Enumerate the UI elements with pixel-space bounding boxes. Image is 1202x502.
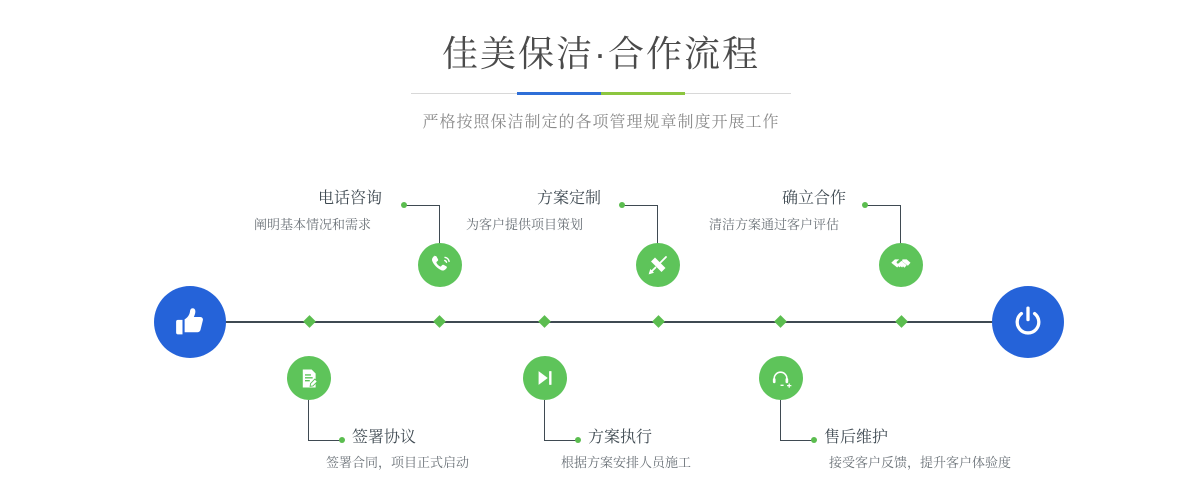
document-edit-icon — [298, 367, 321, 390]
connector-line — [780, 440, 815, 441]
step-desc-6: 接受客户反馈，提升客户体验度 — [829, 455, 1012, 470]
page-subtitle: 严格按照保洁制定的各项管理规章制度开展工作 — [422, 114, 780, 131]
axis-node-marker — [538, 315, 551, 328]
connector-line — [308, 400, 309, 440]
step-icon-4 — [523, 356, 567, 400]
header-block — [0, 30, 1202, 132]
connector-line — [623, 205, 658, 206]
phone-ring-icon — [428, 253, 452, 277]
connector-line — [405, 205, 440, 206]
power-icon — [1010, 304, 1046, 340]
timeline-start-badge — [154, 286, 226, 358]
step-title-4: 方案执行 — [588, 429, 653, 446]
axis-node-marker — [652, 315, 665, 328]
step-desc-3: 为客户提供项目策划 — [466, 217, 584, 232]
step-desc-4: 根据方案安排人员施工 — [561, 455, 692, 470]
step-title-6: 售后维护 — [824, 429, 889, 446]
step-desc-1: 阐明基本情况和需求 — [254, 217, 372, 232]
connector-line — [439, 205, 440, 247]
step-title-1: 电话咨询 — [318, 190, 383, 207]
axis-node-marker — [303, 315, 316, 328]
divider-accent-green — [601, 92, 685, 95]
pen-ruler-icon — [646, 253, 670, 277]
connector-endpoint — [811, 437, 817, 443]
connector-line — [780, 400, 781, 440]
connector-endpoint — [862, 202, 868, 208]
title-divider — [411, 92, 791, 95]
step-icon-2 — [287, 356, 331, 400]
step-icon-1 — [418, 243, 462, 287]
step-desc-2: 签署合同，项目正式启动 — [326, 455, 470, 470]
step-icon-5 — [879, 243, 923, 287]
connector-endpoint — [575, 437, 581, 443]
step-icon-6 — [759, 356, 803, 400]
connector-endpoint — [401, 202, 407, 208]
axis-node-marker — [895, 315, 908, 328]
connector-line — [866, 205, 901, 206]
connector-line — [900, 205, 901, 247]
step-icon-3 — [636, 243, 680, 287]
play-next-icon — [534, 367, 556, 389]
connector-line — [657, 205, 658, 247]
headset-support-icon — [770, 367, 793, 390]
step-title-2: 签署协议 — [352, 429, 417, 446]
divider-accent-blue — [517, 92, 601, 95]
connector-line — [308, 440, 343, 441]
connector-endpoint — [339, 437, 345, 443]
timeline-end-badge — [992, 286, 1064, 358]
connector-line — [544, 400, 545, 440]
handshake-icon — [889, 253, 913, 277]
axis-node-marker — [433, 315, 446, 328]
step-title-3: 方案定制 — [537, 190, 602, 207]
connector-line — [544, 440, 579, 441]
thumbs-up-icon — [173, 305, 207, 339]
connector-endpoint — [619, 202, 625, 208]
step-title-5: 确立合作 — [782, 190, 847, 207]
page-title: 佳美保洁·合作流程 — [442, 33, 760, 74]
axis-node-marker — [774, 315, 787, 328]
step-desc-5: 清洁方案通过客户评估 — [709, 217, 840, 232]
